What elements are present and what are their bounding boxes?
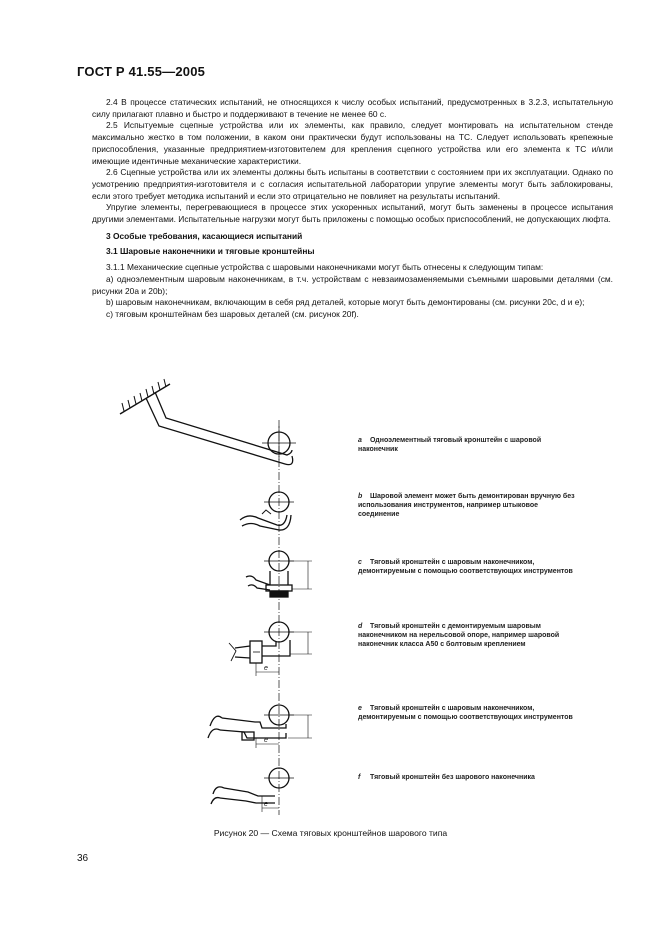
figure-caption-e: e Тяговый кронштейн с шаровым наконечником, демонтируемым с помощью соответствующих инструментов <box>358 705 573 721</box>
section-heading: 3 Особые требования, касающиеся испытаний <box>106 230 303 241</box>
document-header: ГОСТ Р 41.55—2005 <box>77 64 206 79</box>
paragraph-2-5: 2.5 Испытуемые сцепные устройства или их элементы, как правило, следует монтировать на испытательном стенде максимально жестко в том положении, в каком они практически будут использованы на ТС. Следует использовать крепежные приспособления, указанные предприятием-изготовителем для крепления сцепного устройства или его элемента к ТС и/или имеющие идентичные механические характеристики. <box>92 120 613 166</box>
figure-caption-d: d Тяговый кронштейн с демонтируемым шаровым наконечником на нерельсовой опоре, например шаровой наконечник класса А50 с болтовым креплением <box>358 623 560 648</box>
list-item-a: a) одноэлементным шаровым наконечникам, в т.ч. устройствам с невзаимозаменяемыми съемными шаровыми деталями (см. рисунки 20a и 20b); <box>92 273 613 296</box>
paragraph-elastic: Упругие элементы, перегревающиеся в процессе этих ускоренных испытаний, могут быть заменены в процессе испытания другими элементами. Испытательные нагрузки могут быть приложены с помощью особых приспособлений, не допускающих люфта. <box>92 202 613 225</box>
list-item-c: c) тяговым кронштейнам без шаровых деталей (см. рисунок 20f). <box>106 308 359 319</box>
bracket-f <box>211 768 294 812</box>
figure-caption-b: b Шаровой элемент может быть демонтирован вручную без использования инструментов, например штыковое соединение <box>358 493 575 518</box>
paragraph-2-4: 2.4 В процессе статических испытаний, не относящихся к числу особых испытаний, предусмотренных в 3.2.3, испытательную силу прилагают плавно и быстро и поддерживают в течение не менее 60 с. <box>92 97 613 119</box>
bracket-b <box>240 492 294 530</box>
bracket-d <box>229 622 312 676</box>
dim-label-f: e <box>264 801 268 808</box>
list-intro: 3.1.1 Механические сцепные устройства с шаровыми наконечниками могут быть отнесены к следующим типам: <box>106 262 544 273</box>
figure-title: Рисунок 20 — Схема тяговых кронштейнов шарового типа <box>213 828 448 838</box>
list-item-b: b) шаровым наконечникам, включающим в себя ряд деталей, которые могут быть демонтированы (см. рисунки 20c, d и e); <box>106 297 585 308</box>
figure-caption-f: f Тяговый кронштейн без шарового наконечника <box>358 774 535 781</box>
subsection-heading: 3.1 Шаровые наконечники и тяговые кронштейны <box>106 246 315 257</box>
page-number: 36 <box>77 853 89 864</box>
dim-label-e: e <box>264 737 268 744</box>
bracket-a <box>120 379 296 465</box>
figure-caption-c: c Тяговый кронштейн с шаровым наконечником, демонтируемым с помощью соответствующих инструментов <box>358 559 573 575</box>
bracket-e <box>208 705 312 748</box>
dim-label-d: e <box>264 665 268 672</box>
paragraph-2-6: 2.6 Сцепные устройства или их элементы должны быть испытаны в соответствии с состоянием при их эксплуатации. Однако по усмотрению предприятия-изготовителя и с согласия испытательной лаборатории упругие элементы могут быть заблокированы, если этого требует методика испытаний и если это отрицательно не повлияет на результаты испытаний. <box>92 167 613 201</box>
figure-caption-a: a Одноэлементный тяговый кронштейн с шаровой наконечник <box>358 437 542 453</box>
